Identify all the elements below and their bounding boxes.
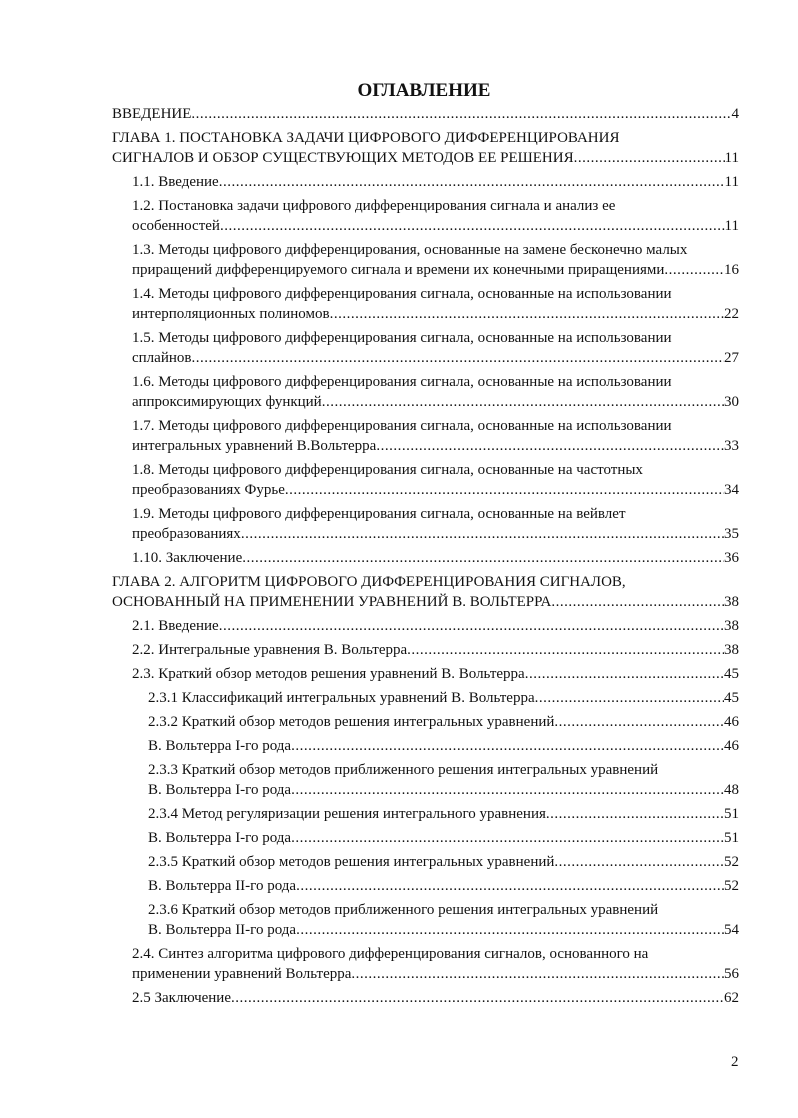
toc-page-number: 51 (724, 830, 739, 846)
dot-leader (296, 876, 724, 896)
toc-entry[interactable] (112, 640, 739, 660)
toc-entry-text: В. Вольтерра II-го рода (148, 922, 297, 938)
toc-entry-text: 2.3.2 Краткий обзор методов решения интегральных уравнений (148, 714, 555, 730)
toc-entry-text: 1.5. Методы цифрового дифференцирования сигнала, основанные на использовании (132, 330, 672, 346)
toc-page-number: 45 (724, 666, 739, 682)
toc-page-number: 62 (724, 990, 739, 1006)
toc-page-number: 30 (724, 394, 739, 410)
dot-leader (191, 348, 724, 368)
dot-leader (291, 828, 724, 848)
toc-entry-text: В. Вольтерра I-го рода (148, 830, 292, 846)
dot-leader (285, 480, 724, 500)
toc-page-number: 16 (724, 262, 739, 278)
toc-entry-text: ВВЕДЕНИЕ (112, 106, 192, 122)
toc-page-number: 51 (724, 806, 739, 822)
dot-leader (219, 616, 724, 636)
toc-entry-text: ГЛАВА 1. ПОСТАНОВКА ЗАДАЧИ ЦИФРОВОГО ДИФФЕРЕНЦИРОВАНИЯ (112, 130, 620, 146)
toc-entry[interactable] (112, 504, 739, 544)
toc-entry-text: интегральных уравнений В.Вольтерра (132, 438, 377, 454)
toc-page-number: 45 (724, 690, 739, 706)
toc-page-number: 34 (724, 482, 739, 498)
toc-page-number: 22 (724, 306, 739, 322)
toc-page-number: 27 (724, 350, 739, 366)
toc-entry[interactable] (112, 664, 739, 684)
dot-leader (330, 304, 724, 324)
toc-entry-text: 1.3. Методы цифрового дифференцирования, основанные на замене бесконечно малых (132, 242, 688, 258)
dot-leader (241, 524, 724, 544)
toc-entry[interactable] (112, 416, 739, 456)
toc-entry-text: В. Вольтерра I-го рода (148, 738, 292, 754)
toc-entry-text: 2.3.6 Краткий обзор методов приближенного решения интегральных уравнений (148, 902, 659, 918)
toc-entry-text: приращений дифференцируемого сигнала и времени их конечными приращениями (132, 262, 665, 278)
toc-entry-text: применении уравнений Вольтерра (132, 966, 352, 982)
toc-entry-text: ОСНОВАННЫЙ НА ПРИМЕНЕНИИ УРАВНЕНИЙ В. ВОЛЬТЕРРА (112, 594, 552, 610)
toc-entry-text: СИГНАЛОВ И ОБЗОР СУЩЕСТВУЮЩИХ МЕТОДОВ ЕЕ РЕШЕНИЯ (112, 150, 574, 166)
toc-entry-text: 2.3. Краткий обзор методов решения уравнений В. Вольтерра (132, 666, 525, 682)
toc-entry-text: 1.9. Методы цифрового дифференцирования сигнала, основанные на вейвлет (132, 506, 626, 522)
toc-entry-text: 1.2. Постановка задачи цифрового дифференцирования сигнала и анализ ее (132, 198, 616, 214)
toc-entry[interactable] (112, 944, 739, 984)
dot-leader (554, 712, 724, 732)
dot-leader (220, 216, 725, 236)
toc-page-number: 11 (724, 150, 739, 166)
dot-leader (546, 804, 724, 824)
toc-entry[interactable] (112, 988, 739, 1008)
toc-entry[interactable] (112, 284, 739, 324)
toc-entry[interactable] (112, 196, 739, 236)
toc-page-number: 11 (724, 174, 739, 190)
toc-entry[interactable] (112, 712, 739, 732)
toc-page-number: 38 (724, 618, 739, 634)
toc-page-number: 11 (724, 218, 739, 234)
toc-entry-text: 2.2. Интегральные уравнения В. Вольтерра (132, 642, 408, 658)
toc-entry-text: 1.6. Методы цифрового дифференцирования сигнала, основанные на использовании (132, 374, 672, 390)
toc-entry[interactable] (112, 760, 739, 800)
toc-entry[interactable] (112, 460, 739, 500)
toc-entry[interactable] (112, 876, 739, 896)
toc-entry-text: 1.10. Заключение (132, 550, 243, 566)
dot-leader (322, 392, 724, 412)
toc-page-number: 52 (724, 878, 739, 894)
dot-leader (296, 920, 724, 940)
toc-entry-text: особенностей (132, 218, 220, 234)
toc-page-number: 4 (731, 106, 739, 122)
toc-entry-text: 1.7. Методы цифрового дифференцирования сигнала, основанные на использовании (132, 418, 672, 434)
toc-page-number: 38 (724, 594, 739, 610)
toc-page-number: 48 (724, 782, 739, 798)
toc-entry[interactable] (112, 572, 739, 612)
toc-page-number: 46 (724, 738, 739, 754)
toc-entry-text: преобразованиях (132, 526, 241, 542)
toc-entry[interactable] (112, 616, 739, 636)
toc-entry-text: 2.4. Синтез алгоритма цифрового дифференцирования сигналов, основанного на (132, 946, 649, 962)
toc-page-number: 35 (724, 526, 739, 542)
toc-entry-text: В. Вольтерра I-го рода (148, 782, 292, 798)
toc-page-number: 54 (724, 922, 739, 938)
toc-page-number: 33 (724, 438, 739, 454)
toc-entry[interactable] (112, 372, 739, 412)
dot-leader (554, 852, 724, 872)
toc-entry[interactable] (112, 548, 739, 568)
toc-entry-text: аппроксимирующих функций (132, 394, 322, 410)
toc-entry[interactable] (112, 240, 739, 280)
toc-entry[interactable] (112, 328, 739, 368)
dot-leader (291, 780, 724, 800)
dot-leader (535, 688, 724, 708)
toc-entry[interactable] (112, 900, 739, 940)
toc-entry-text: 2.3.1 Классификаций интегральных уравнений В. Вольтерра (148, 690, 535, 706)
page-title: ОГЛАВЛЕНИЕ (357, 80, 491, 101)
dot-leader (191, 104, 731, 124)
dot-leader (407, 640, 724, 660)
page-number: 2 (731, 1054, 739, 1070)
dot-leader (219, 172, 725, 192)
dot-leader (551, 592, 724, 612)
toc-page-number: 36 (724, 550, 739, 566)
toc-entry-text: 2.3.4 Метод регуляризации решения интегрального уравнения (148, 806, 546, 822)
toc-page-number: 46 (724, 714, 739, 730)
toc-entry-text: 1.4. Методы цифрового дифференцирования сигнала, основанные на использовании (132, 286, 672, 302)
toc-page-number: 52 (724, 854, 739, 870)
toc-entry-text: 2.3.3 Краткий обзор методов приближенного решения интегральных уравнений (148, 762, 659, 778)
table-of-contents (112, 104, 739, 1012)
dot-leader (376, 436, 724, 456)
toc-entry[interactable] (112, 128, 739, 168)
toc-entry[interactable] (112, 688, 739, 708)
dot-leader (231, 988, 724, 1008)
dot-leader (291, 736, 724, 756)
toc-page-number: 38 (724, 642, 739, 658)
dot-leader (574, 148, 725, 168)
toc-entry-text: интерполяционных полиномов (132, 306, 330, 322)
toc-entry-text: 2.5 Заключение (132, 990, 231, 1006)
dot-leader (351, 964, 724, 984)
toc-entry-text: преобразованиях Фурье (132, 482, 285, 498)
toc-entry-text: В. Вольтерра II-го рода (148, 878, 297, 894)
toc-entry-text: 2.3.5 Краткий обзор методов решения интегральных уравнений (148, 854, 555, 870)
toc-entry[interactable] (112, 104, 739, 124)
dot-leader (664, 260, 724, 280)
toc-entry-text: 2.1. Введение (132, 618, 219, 634)
dot-leader (525, 664, 724, 684)
toc-page-number: 56 (724, 966, 739, 982)
toc-entry[interactable] (112, 852, 739, 872)
toc-entry-text: 1.8. Методы цифрового дифференцирования сигнала, основанные на частотных (132, 462, 643, 478)
toc-entry-text: 1.1. Введение (132, 174, 219, 190)
toc-entry[interactable] (112, 172, 739, 192)
toc-entry[interactable] (112, 828, 739, 848)
toc-entry[interactable] (112, 804, 739, 824)
dot-leader (242, 548, 724, 568)
toc-entry-text: ГЛАВА 2. АЛГОРИТМ ЦИФРОВОГО ДИФФЕРЕНЦИРОВАНИЯ СИГНАЛОВ, (112, 574, 626, 590)
toc-entry-text: сплайнов (132, 350, 192, 366)
toc-entry[interactable] (112, 736, 739, 756)
